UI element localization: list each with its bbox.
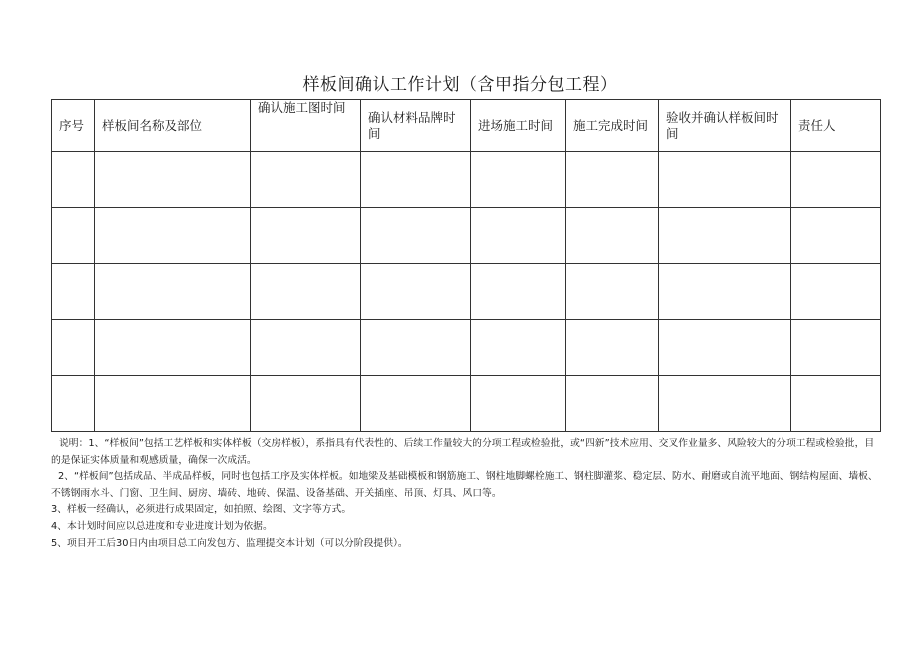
note-3: 3、样板一经确认，必须进行成果固定，如拍照、绘图、文字等方式。 <box>51 504 352 516</box>
col-header-acceptance-date: 验收并确认样板间时间 <box>659 100 791 152</box>
table-cell <box>471 152 566 208</box>
table-cell <box>659 264 791 320</box>
table-cell <box>251 376 361 432</box>
col-header-drawing-date: 确认施工图时间 <box>251 100 361 152</box>
col-header-material-date: 确认材料品牌时间 <box>361 100 471 152</box>
table-cell <box>361 320 471 376</box>
table-cell <box>791 264 881 320</box>
table-row <box>52 320 881 376</box>
table-row <box>52 152 881 208</box>
table-cell <box>251 264 361 320</box>
table-cell <box>361 264 471 320</box>
col-header-index: 序号 <box>52 100 95 152</box>
col-header-entry-date: 进场施工时间 <box>471 100 566 152</box>
table-header-row <box>52 100 881 152</box>
table-cell <box>52 208 95 264</box>
plan-table <box>51 99 881 432</box>
table-cell <box>52 376 95 432</box>
note-4: 4、本计划时间应以总进度和专业进度计划为依据。 <box>51 520 273 532</box>
table-cell <box>659 376 791 432</box>
table-cell <box>566 152 659 208</box>
table-row <box>52 208 881 264</box>
table-cell <box>791 208 881 264</box>
note-5: 5、项目开工后30日内由项目总工向发包方、监理提交本计划（可以分阶段提供）。 <box>51 537 408 549</box>
table-cell <box>471 320 566 376</box>
table-cell <box>52 264 95 320</box>
table-cell <box>791 152 881 208</box>
table-cell <box>659 152 791 208</box>
table-cell <box>566 376 659 432</box>
col-header-completion-date: 施工完成时间 <box>566 100 659 152</box>
table-cell <box>361 208 471 264</box>
table-cell <box>52 320 95 376</box>
table-cell <box>95 320 251 376</box>
table-cell <box>251 320 361 376</box>
table-cell <box>791 320 881 376</box>
table-cell <box>52 152 95 208</box>
note-2: 2、“样板间”包括成品、半成品样板，同时也包括工序及实体样板。如地梁及基础模板和钢筋施工、钢柱地脚螺栓施工、钢柱脚灌浆、稳定层、防水、耐磨或自流平地面、钢结构屋面、墙板、不锈钢雨水斗、门窗、卫生间、厨房、墙砖、地砖、保温、设备基础、开关插座、吊顶、灯具、风口等。 <box>51 471 878 499</box>
table-cell <box>95 264 251 320</box>
notes-section <box>51 436 881 552</box>
note-1: 说明：1、“样板间”包括工艺样板和实体样板（交房样板），系指具有代表性的、后续工作量较大的分项工程或检验批，或“四新”技术应用、交叉作业量多、风险较大的分项工程或检验批，目的是保证实体质量和观感质量，确保一次成活。 <box>51 438 875 466</box>
table-cell <box>471 208 566 264</box>
table-cell <box>659 320 791 376</box>
table-cell <box>251 208 361 264</box>
col-header-room-name: 样板间名称及部位 <box>95 100 251 152</box>
table-cell <box>95 152 251 208</box>
document-title: 样板间确认工作计划（含甲指分包工程） <box>302 75 618 95</box>
table-cell <box>471 376 566 432</box>
table-cell <box>361 152 471 208</box>
table-row <box>52 264 881 320</box>
table-cell <box>659 208 791 264</box>
table-cell <box>471 264 566 320</box>
table-cell <box>791 376 881 432</box>
table-cell <box>95 208 251 264</box>
table-cell <box>251 152 361 208</box>
col-header-responsible: 责任人 <box>791 100 881 152</box>
table-cell <box>95 376 251 432</box>
table-cell <box>361 376 471 432</box>
table-cell <box>566 320 659 376</box>
table-cell <box>566 264 659 320</box>
table-cell <box>566 208 659 264</box>
table-row <box>52 376 881 432</box>
